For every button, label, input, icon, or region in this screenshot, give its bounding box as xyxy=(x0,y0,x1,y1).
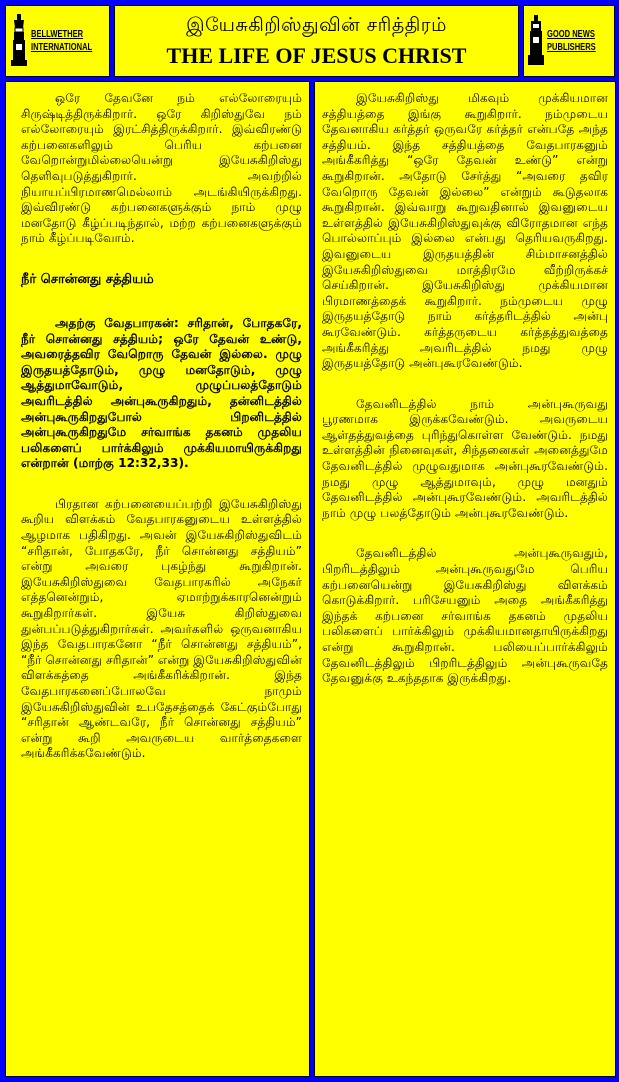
tower-icon xyxy=(528,15,544,67)
good-news-line2: PUBLISHERS xyxy=(547,41,596,53)
right-column xyxy=(314,81,616,1077)
good-news-logo xyxy=(523,5,615,77)
love-god-paragraph: தேவனிடத்தில் நாம் அன்புகூருவது பூரணமாக இருக்கவேண்டும். அவருடைய ஆள்தத்துவத்தை புரிந்துகொள்ள வேண்டும். நமது உள்ளத்தின் நினைவுகள், சிந்தனைகள் அனைத்துமே தேவனிடத்தில் முழுவதுமாக அன்புகூரவேண்டும். நமது முழு ஆத்துமாவும், முழு மனதும் தேவனிடத்தில் அன்புகூரவேண்டும். அவரிடத்தில் நாம் முழு பலத்தோடும் அன்புகூரவேண்டும். xyxy=(322,396,608,520)
good-news-line1: GOOD NEWS xyxy=(547,28,595,40)
great-commandment-paragraph: தேவனிடத்தில் அன்புகூருவதும், பிறரிடத்திலும் அன்புகூருவதுமே பெரிய கற்பனையென்று இயேசுகிறிஸ்து விளக்கம் கொடுக்கிறார். பரிசேயனும் அதை அங்கீகரித்து இந்தக் கற்பனை சர்வாங்க தகனம் முதலிய பலிகளைப் பார்க்கிலும் முக்கியமானதாயிருக்கிறது என்று கூறுகிறான். பலியைப்பார்க்கிலும் தேவனிடத்திலும் பிறரிடத்திலும் அன்புகூருவதே தேவனுக்கு உகந்ததாக இருக்கிறது. xyxy=(322,546,608,686)
scripture-quote: அதற்கு வேதபாரகன்: சரிதான், போதகரே, நீர் சொன்னது சத்தியம்; ஒரே தேவன் உண்டு, அவரைத்தவிர வேறொரு தேவன் இல்லை. முழு இருதயத்தோடும், முழு மனதோடும், முழு ஆத்துமாவோடும், முழுப்பலத்தோடும் அவரிடத்தில் அன்புகூருகிறதும், தன்னிடத்தில் அன்புகூருகிறதுபோல் பிறனிடத்தில் அன்புகூருகிறதுமே சர்வாங்க தகனம் முதலிய பலிகளைப் பார்க்கிலும் முக்கியமாயிருக்கிறது என்றான் (மாற்கு 12:32,33). xyxy=(21,315,302,471)
explanation-paragraph: பிரதான கற்பனையைப்பற்றி இயேசுகிறிஸ்து கூறிய விளக்கம் வேதபாரகனுடைய உள்ளத்தில் ஆழமாக பதிகிறது. அவன் இயேசுகிறிஸ்துவிடம் “சரிதான், போதகரே, நீர் சொன்னது சத்தியம்” என்று அவரை புகழ்ந்து கூறுகிறான். இயேசுகிறிஸ்துவை வேதபாரகரில் அநேகர் எத்தனென்றும், ஏமாற்றுக்காரனென்றும் கூறுகிறார்கள். இயேசு கிறிஸ்துவை துன்பப்படுத்துகிறார்கள். அவர்களில் ஒருவனாகிய இந்த வேதபாரகனோ “நீர் சொன்னது சத்தியம்”, “நீர் சொன்னது சரிதான்” என்று இயேசுகிறிஸ்துவின் விளக்கத்தை அங்கீகரிக்கிறான். இந்த வேதபாரகனைப்போலவே நாமும் இயேசுகிறிஸ்துவின் உபதேசத்தைக் கேட்கும்போது “சரிதான் ஆண்டவரே, நீர் சொன்னது சத்தியம்” என்று கூறி அவருடைய வார்த்தைகளை அங்கீகரிக்கவேண்டும். xyxy=(21,496,302,761)
tamil-title: இயேசுகிறிஸ்துவின் சரித்திரம் xyxy=(186,14,447,36)
left-column xyxy=(5,81,310,1077)
truth-paragraph: இயேசுகிறிஸ்து மிகவும் முக்கியமான சத்தியத்தை இங்கு கூறுகிறார். நம்முடைய தேவனாகிய கர்த்தர் ஒருவரே கர்த்தர் என்பதே அந்த சத்தியம். இந்த சத்தியத்தை வேதபாரகனும் அங்கீகரித்து “ஒரே தேவன் உண்டு” என்று கூறுகிறான். அதோடு சேர்த்து “அவரை தவிர வேறொரு தேவன் இல்லை” என்றும் கூடுதலாக கூறுகிறான். இவ்வாறு கூறுவதினால் இவனுடைய உள்ளத்தில் இயேசுகிறிஸ்துவுக்கு விரோதமான எந்த பொல்லாப்பும் இல்லை என்பது தெரியவருகிறது. இவனுடைய இருதயத்தின் சிம்மாசனத்தில் இயேசுகிறிஸ்துவை மாத்திரமே வீற்றிருக்கச் செய்கிறான். இயேசுகிறிஸ்து முக்கியமான பிரமாணத்தைக் கூறுகிறார். நம்முடைய முழு இருதயத்தோடு நாம் கர்த்தரிடத்தில் அன்பு கூரவேண்டும். கர்த்தருடைய கர்த்தத்துவத்தை அங்கீகரித்து அவரிடத்தில் நமது முழு இருதயத்தோடு அன்புகூரவேண்டும். xyxy=(322,91,608,371)
section-heading: நீர் சொன்னது சத்தியம் xyxy=(21,271,154,287)
english-title: THE LIFE OF JESUS CHRIST xyxy=(166,43,467,68)
bellwether-line2: INTERNATIONAL xyxy=(31,41,93,53)
bellwether-line1: BELLWETHER xyxy=(31,28,84,40)
bellwether-logo xyxy=(5,5,110,77)
intro-paragraph: ஒரே தேவனே நம் எல்லோரையும் சிருஷ்டித்திருக்கிறார். ஒரே கிறிஸ்துவே நம் எல்லோரையும் இரட்சித்திருக்கிறார். இவ்விரண்டு கற்பனைகளிலும் பெரிய கற்பனை வேறொன்றுமில்லையென்று இயேசுகிறிஸ்து தெளிவுபடுத்துகிறார். அவற்றில் நியாயப்பிரமாணமெல்லாம் அடங்கியிருக்கிறது. இவ்விரண்டு கற்பனைகளுக்கும் நாம் முழு மனதோடு கீழ்ப்படிந்தால், மற்ற கற்பனைகளுக்கும் நாம் கீழ்ப்படிவோம். xyxy=(21,91,302,246)
bell-tower-icon xyxy=(10,14,28,68)
title-banner xyxy=(114,5,519,77)
